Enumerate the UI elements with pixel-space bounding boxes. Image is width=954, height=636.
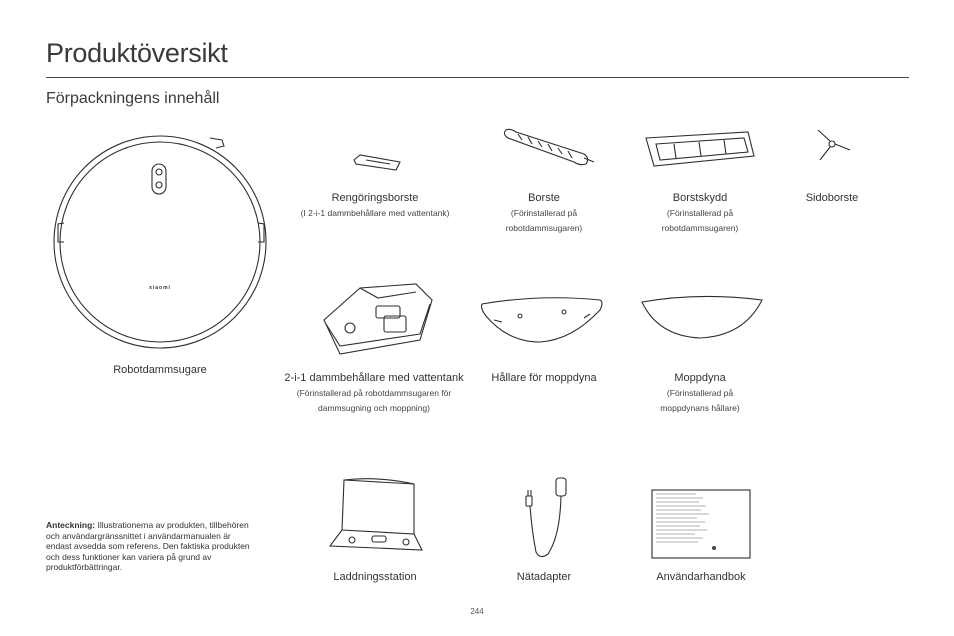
cleaning-brush-label: Rengöringsborste <box>331 192 419 204</box>
cleaning-brush-illustration <box>350 152 404 174</box>
page-number: 244 <box>470 607 484 616</box>
robot-vacuum-illustration <box>50 128 272 356</box>
brush-cover-note-line1: (Förinstallerad på <box>666 208 734 218</box>
power-adapter-label: Nätadapter <box>516 571 572 583</box>
user-manual-label: Användarhandbok <box>656 571 746 583</box>
mop-pad-note-line2: moppdynans hållare) <box>660 403 740 413</box>
charging-dock-label: Laddningsstation <box>333 571 417 583</box>
dustbin-note-line2: dammsugning och moppning) <box>318 403 430 413</box>
mop-pad-note-line1: (Förinstallerad på <box>666 388 734 398</box>
power-adapter-illustration <box>508 476 574 560</box>
mop-pad-label: Moppdyna <box>674 372 726 384</box>
mop-holder-illustration <box>480 296 606 346</box>
charging-dock-illustration <box>326 476 426 554</box>
main-brush-note-line2: robotdammsugaren) <box>505 223 583 233</box>
dustbin-label: 2-i-1 dammbehållare med vattentank <box>284 372 464 384</box>
main-brush-note-line1: (Förinstallerad på <box>510 208 578 218</box>
side-brush-label: Sidoborste <box>805 192 859 204</box>
cleaning-brush-note: (I 2-i-1 dammbehållare med vattentank) <box>300 208 450 218</box>
main-brush-label: Borste <box>528 192 560 204</box>
dustbin-illustration <box>320 280 438 360</box>
brush-cover-note-line2: robotdammsugaren) <box>661 223 739 233</box>
robot-brand-text: xiaomi <box>149 285 171 291</box>
disclaimer-note <box>46 520 251 573</box>
page-title: Produktöversikt <box>46 38 228 68</box>
note-heading: Anteckning: <box>46 520 96 530</box>
mop-pad-illustration <box>640 296 766 340</box>
user-manual-illustration <box>651 489 751 559</box>
side-brush-illustration <box>812 128 852 162</box>
section-title: Förpackningens innehåll <box>46 90 220 107</box>
robot-vacuum-label: Robotdammsugare <box>113 364 207 376</box>
main-brush-illustration <box>500 124 596 168</box>
mop-holder-label: Hållare för moppdyna <box>491 372 597 384</box>
dustbin-note-line1: (Förinstallerad på robotdammsugaren för <box>296 388 452 398</box>
brush-cover-label: Borstskydd <box>672 192 728 204</box>
title-divider <box>46 77 909 78</box>
note-text: Illustrationerna av produkten, tillbehören och användargränssnittet i användarmanualen är endast avsedda som referens. Den faktiska produkten och dess funktioner kan variera på grund av produktförbättringar. <box>46 520 250 572</box>
brush-cover-illustration <box>644 130 756 170</box>
